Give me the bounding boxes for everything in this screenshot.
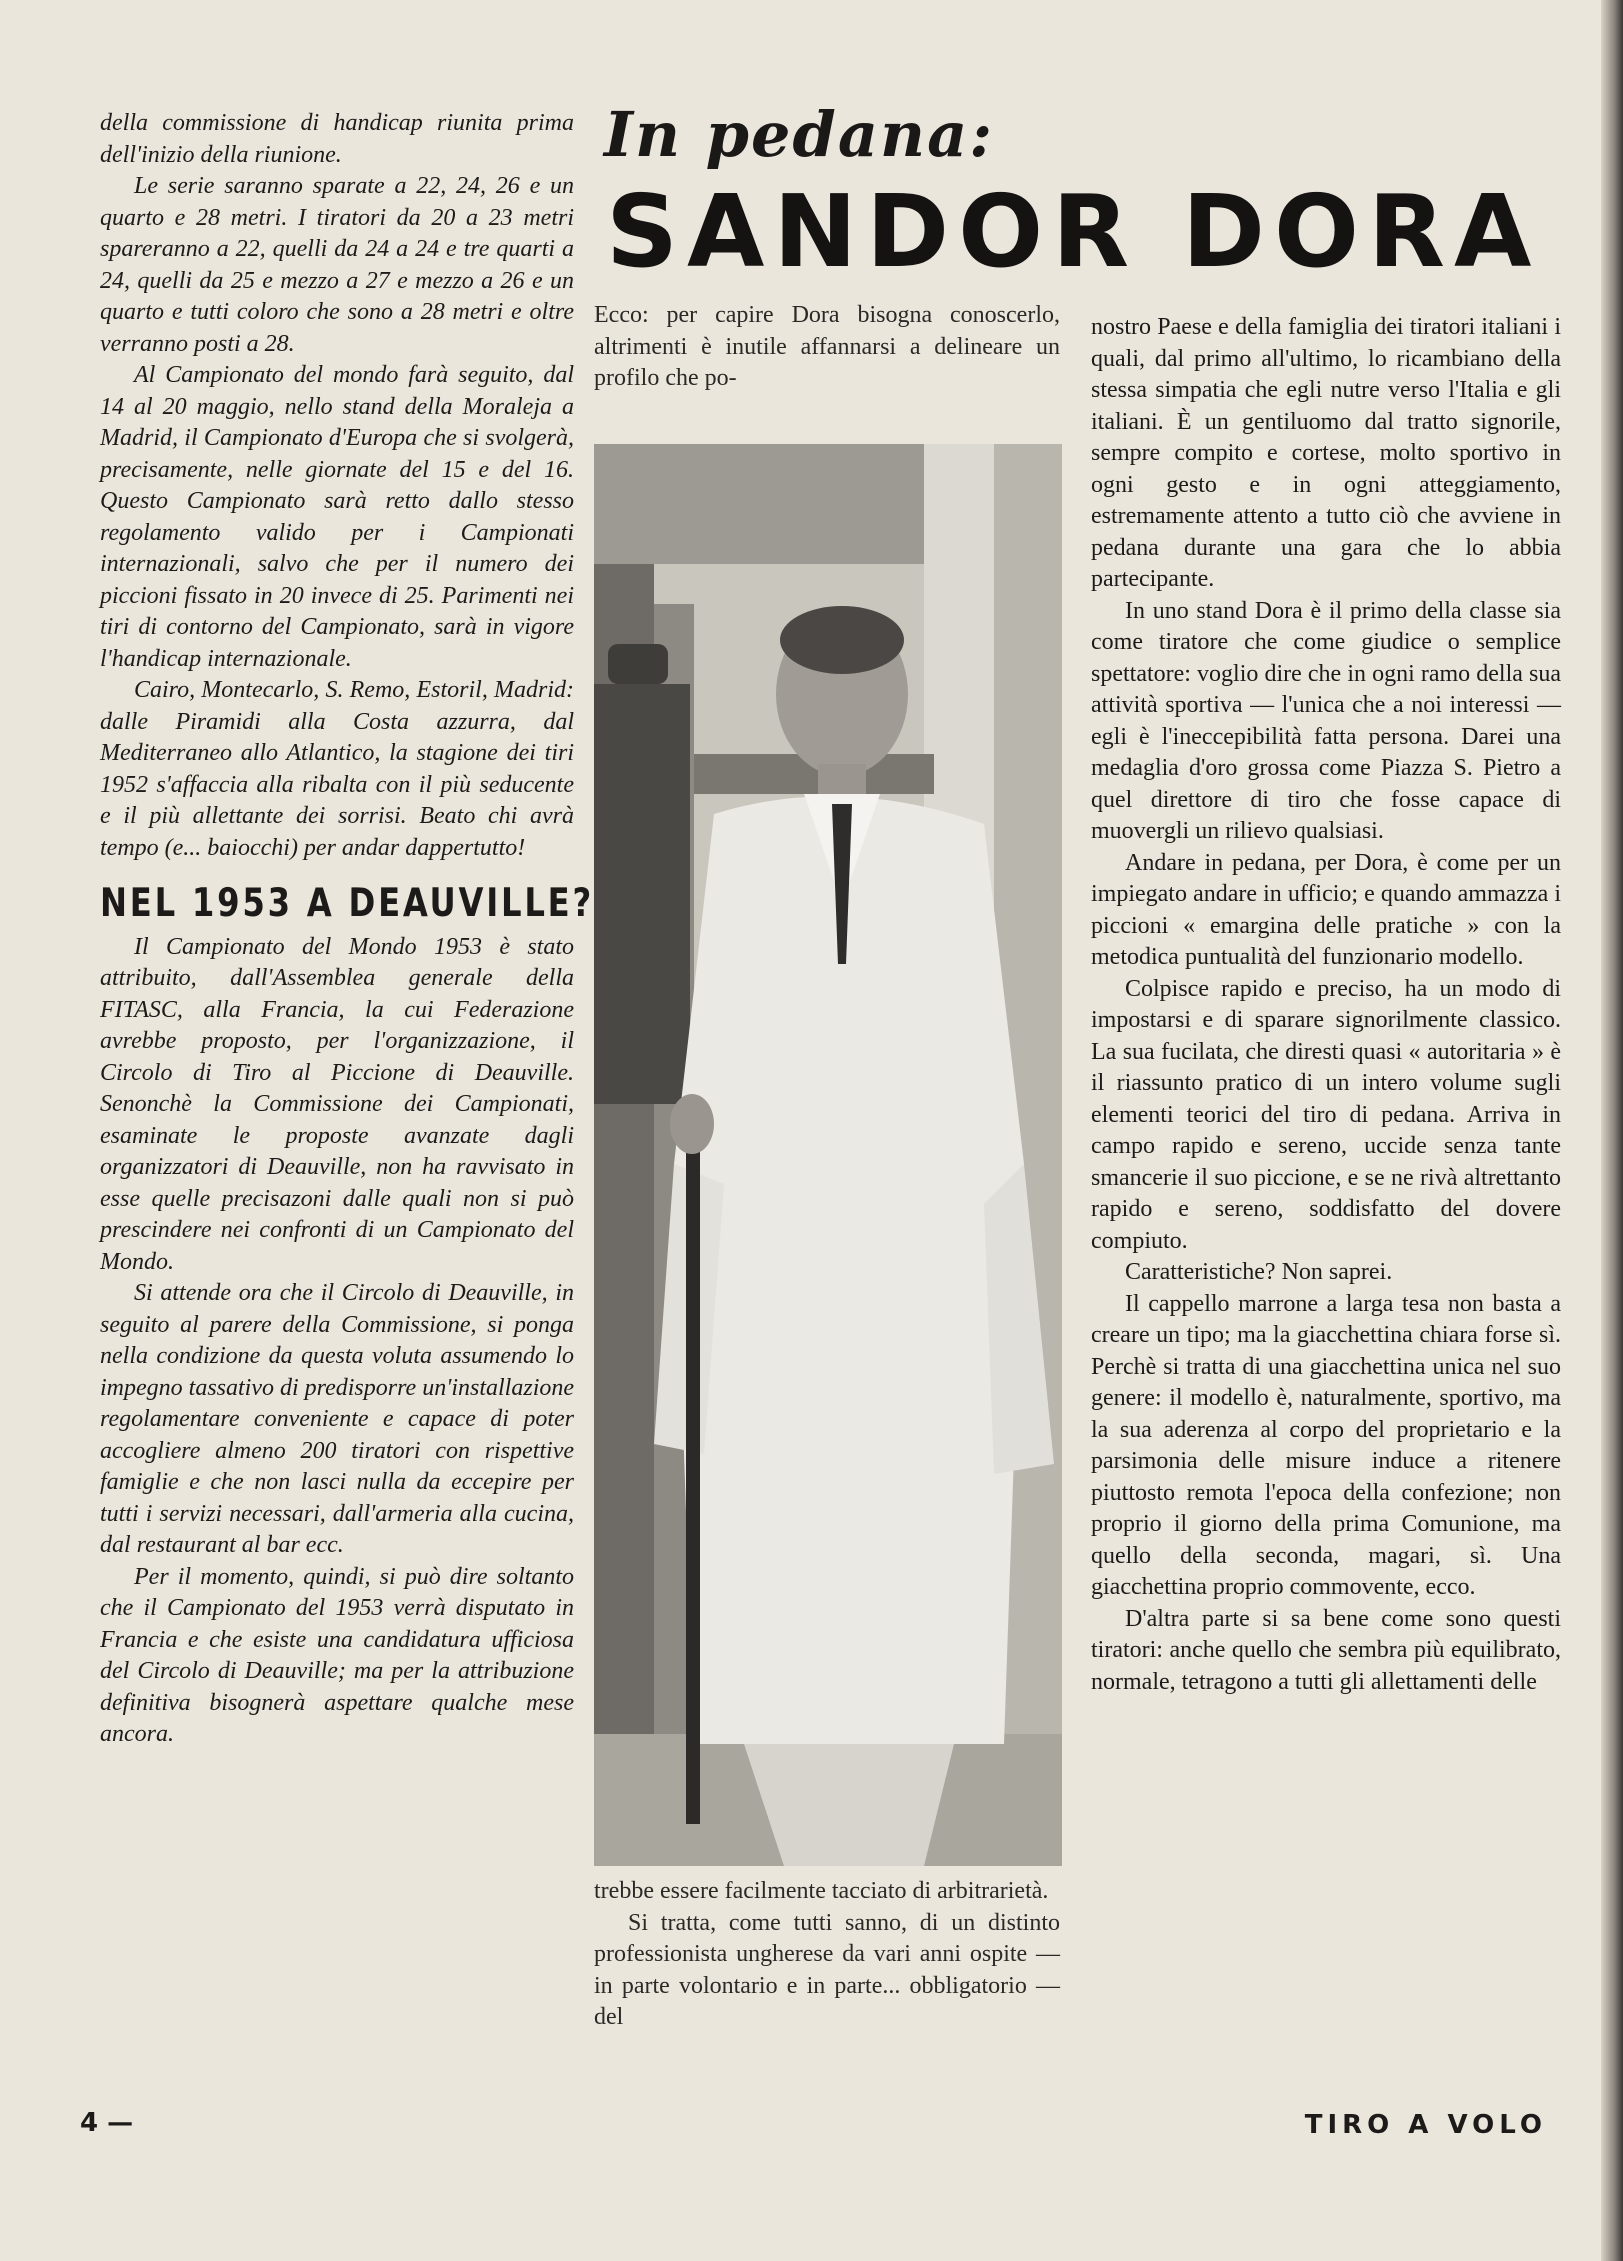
left-paragraph: Le serie saranno sparate a 22, 24, 26 e un quarto e 28 metri. I tiratori da 20 a 23 metri spareranno a 22, quelli da 24 a 24 e tre quarti a 24, quelli da 25 e mezzo a 27 e mezzo a 26 e un quarto e tutti coloro che sono a 28 metri e oltre verranno posti a 28. bbox=[100, 173, 574, 357]
article-paragraph: Si tratta, come tutti sanno, di un distinto professionista ungherese da vari anni ospite — in parte volontario e in parte... obbligatorio — del bbox=[594, 1909, 1060, 2030]
section-title: NEL 1953 A DEAUVILLE? bbox=[100, 881, 594, 926]
article-paragraph: nostro Paese e della famiglia dei tiratori italiani i quali, dal primo all'ultimo, lo ricambiano della stessa simpatia che egli nutre verso l'Italia e gli italiani. È un gentiluomo dal tratto signorile, sempre compito e cortese, molto sportivo in ogni gesto e in ogni atteggiamento, estremamente attento a tutto ciò che avviene in pedana durante una gara che lo abbia partecipante. bbox=[1091, 314, 1561, 592]
page-binding-edge bbox=[1601, 0, 1623, 2261]
left-column bbox=[100, 108, 594, 1751]
article-paragraph: trebbe essere facilmente tacciato di arbitrarietà. bbox=[594, 1878, 1049, 1904]
left-paragraph: Al Campionato del mondo farà seguito, dal 14 al 20 maggio, nello stand della Moraleja a Madrid, il Campionato d'Europa che si svolgerà, precisamente, nelle giornate del 15 e del 16. Questo Campionato sarà retto dallo stesso regolamento valido per i Campionati internazionali, salvo che per il numero dei piccioni fissato in 20 invece di 25. Parimenti nei tiri di contorno del Campionato, sarà in vigore l'handicap internazionale. bbox=[100, 362, 574, 672]
middle-column-bottom bbox=[594, 1876, 1060, 2034]
article-kicker: In pedana: bbox=[604, 98, 995, 171]
photo-illustration bbox=[594, 444, 1062, 1866]
article-paragraph: Colpisce rapido e preciso, ha un modo di impostarsi e di sparare signorilmente classico. La sua fucilata, che diresti quasi « autoritaria » è il riassunto pratico di un intero volume sugli elementi teorici del tiro di pedana. Arriva in campo rapido e sereno, uccide senza tante smancerie il suo piccione, e se ne rivà altrettanto rapido e sereno, soddisfatto del dovere compiuto. bbox=[1091, 975, 1561, 1254]
article-paragraph: Caratteristiche? Non saprei. bbox=[1125, 1259, 1393, 1285]
left-paragraph: Cairo, Montecarlo, S. Remo, Estoril, Madrid: dalle Piramidi alla Costa azzurra, dal Mediterraneo allo Atlantico, la stagione dei tiri 1952 s'affaccia alla ribalta con il più seducente e il più allettante dei sorrisi. Beato chi avrà tempo (e... baiocchi) per andar dappertutto! bbox=[100, 677, 574, 861]
page-number: 4 — bbox=[80, 2108, 134, 2138]
middle-column-top bbox=[594, 300, 1060, 395]
right-column bbox=[1091, 312, 1561, 1698]
article-paragraph: D'altra parte si sa bene come sono questi tiratori: anche quello che sembra più equilibrato, normale, tetragono a tutti gli allettamenti delle bbox=[1091, 1605, 1561, 1695]
article-paragraph: Andare in pedana, per Dora, è come per un impiegato andare in ufficio; e quando ammazza i piccioni « emargina delle pratiche » con la metodica puntualità del funzionario modello. bbox=[1091, 849, 1561, 970]
portrait-photo bbox=[594, 444, 1062, 1866]
left-paragraph: Il Campionato del Mondo 1953 è stato attribuito, dall'Assemblea generale della FITASC, alla Francia, la cui Federazione avrebbe proposto, per l'organizzazione, il Circolo di Tiro al Piccione di Deauville. Senonchè la Commissione dei Campionati, esaminate le proposte avanzate dagli organizzatori di Deauville, non ha ravvisato in esse quelle precisazoni dalle quali non si può prescindere nei confronti di un Campionato del Mondo. bbox=[100, 933, 574, 1275]
article-paragraph: Il cappello marrone a larga tesa non basta a creare un tipo; ma la giacchettina chiara forse sì. Perchè si tratta di una giacchettina unica nel suo genere: il modello è, naturalmente, sportivo, ma la sua aderenza al corpo del proprietario e la parsimonia delle misure induce a ritenere piuttosto remota l'epoca della confezione; non proprio il giorno della prima Comunione, ma quello della seconda, magari, sì. Una giacchettina proprio commovente, ecco. bbox=[1091, 1290, 1561, 1600]
left-paragraph: Si attende ora che il Circolo di Deauville, in seguito al parere della Commissione, si ponga nella condizione da questa voluta assumendo lo impegno tassativo di predisporre un'installazione regolamentare conveniente e capace di poter accogliere almeno 200 tiratori con rispettive famiglie e che non lasci nulla da eccepire per tutti i servizi necessari, dall'armeria alla cucina, dal restaurant al bar ecc. bbox=[100, 1280, 575, 1558]
article-paragraph: Ecco: per capire Dora bisogna conoscerlo, altrimenti è inutile affannarsi a delineare un profilo che po- bbox=[594, 302, 1060, 391]
article-paragraph: In uno stand Dora è il primo della classe sia come tiratore che come giudice o semplice spettatore: voglio dire che in ogni ramo della sua attività sportiva — l'unica che a noi interessi — egli è l'ineccepibilità fatta persona. Darei una medaglia d'oro grossa come Piazza S. Pietro a quel direttore di tiro che fosse capace di muovergli un rilievo qualsiasi. bbox=[1091, 597, 1561, 844]
left-paragraph: della commissione di handicap riunita prima dell'inizio della riunione. bbox=[100, 110, 574, 168]
left-paragraph: Per il momento, quindi, si può dire soltanto che il Campionato del 1953 verrà disputato in Francia e che esiste una candidatura ufficiosa del Circolo di Deauville; ma per la attribuzione definitiva bisognerà aspettare qualche mese ancora. bbox=[100, 1563, 574, 1747]
article-headline: SANDOR DORA bbox=[606, 173, 1541, 290]
publication-title: TIRO A VOLO bbox=[1304, 2110, 1547, 2140]
